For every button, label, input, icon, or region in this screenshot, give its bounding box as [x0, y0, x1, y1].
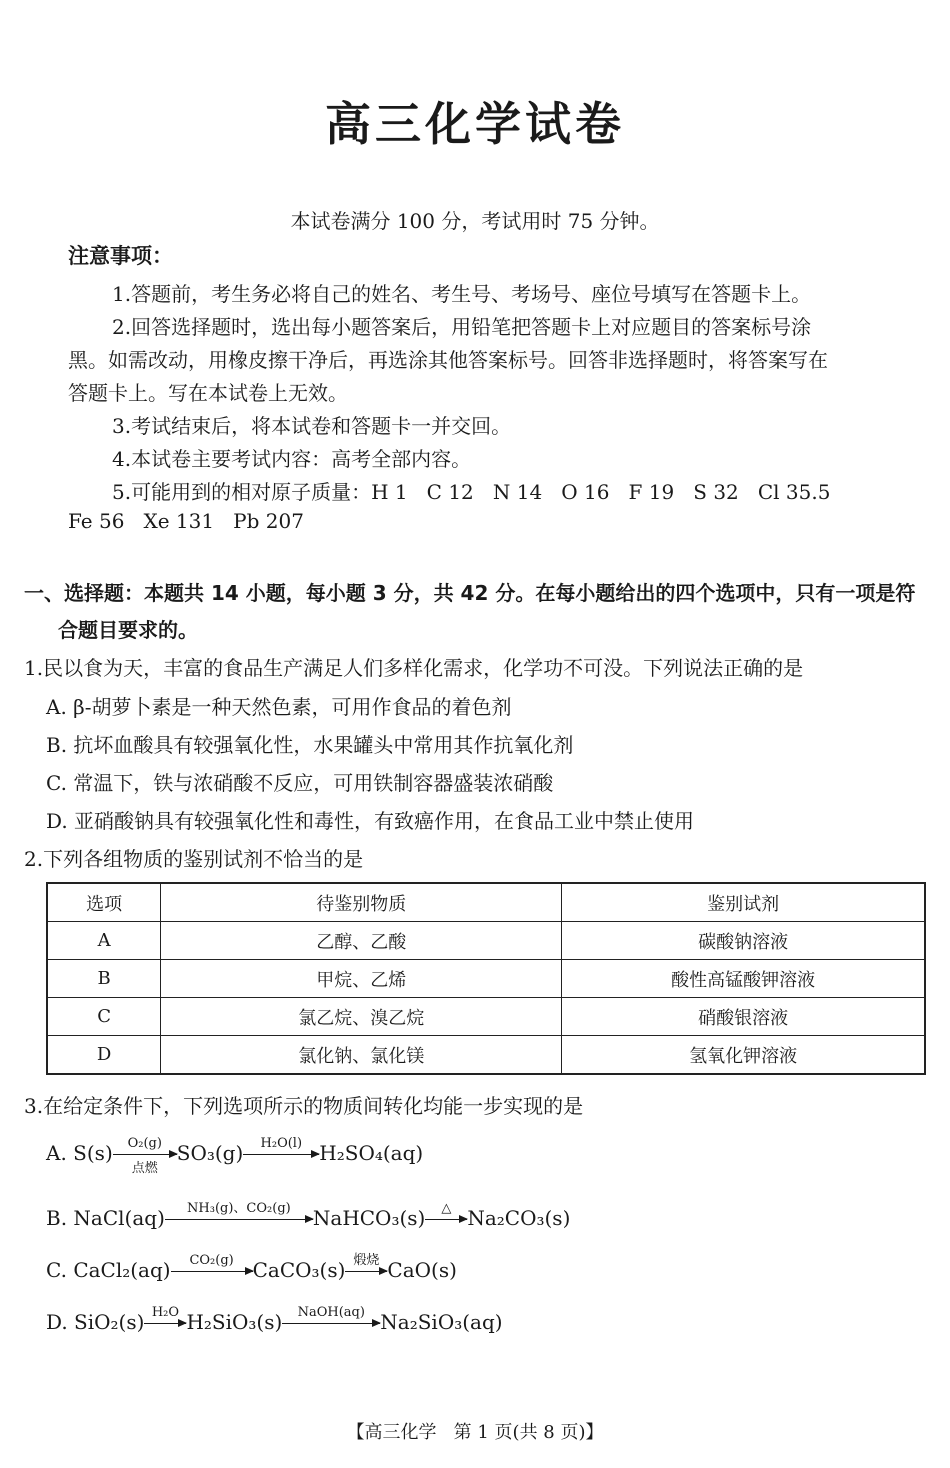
table-header-cell: 待鉴别物质: [161, 883, 562, 922]
table-row: [47, 922, 925, 960]
arrow-condition-top: △: [441, 1201, 452, 1216]
arrow-condition-top: 煅烧: [353, 1253, 380, 1268]
question-3-option-a: [46, 1136, 424, 1176]
table-cell: 氢氧化钾溶液: [562, 1036, 925, 1075]
notice-line: 黑。如需改动，用橡皮擦干净后，再选涂其他答案标号。回答非选择题时，将答案写在: [68, 348, 828, 372]
table-cell: 酸性高锰酸钾溶液: [562, 960, 925, 998]
table-cell: 碳酸钠溶液: [562, 922, 925, 960]
reaction-arrow: [425, 1201, 467, 1230]
table-header-row: [47, 883, 925, 922]
arrow-condition-bottom: 点燃: [131, 1161, 158, 1176]
species: NaHCO₃(s): [312, 1206, 426, 1230]
notice-heading: 注意事项：: [68, 244, 173, 268]
species: Na₂SiO₃(aq): [380, 1310, 503, 1334]
reaction-arrow: [144, 1305, 186, 1334]
page-footer: 【高三化学 第 1 页(共 8 页)】: [346, 1422, 604, 1443]
arrow-condition-top: H₂O: [151, 1305, 180, 1320]
section-heading: 一、选择题：本题共 14 小题，每小题 3 分，共 42 分。在每小题给出的四个选项中，只有一项是符: [24, 581, 916, 605]
question-3-stem: 3.在给定条件下，下列选项所示的物质间转化均能一步实现的是: [24, 1094, 584, 1118]
notice-line: 答题卡上。写在本试卷上无效。: [68, 381, 348, 405]
question-1-option-c: C. 常温下，铁与浓硝酸不反应，可用铁制容器盛装浓硝酸: [46, 771, 554, 795]
species: NaCl(aq): [73, 1206, 165, 1230]
option-label: D.: [46, 1310, 68, 1334]
notice-line: 4.本试卷主要考试内容：高考全部内容。: [112, 447, 472, 471]
reaction-arrow: [282, 1305, 380, 1334]
table-cell: B: [47, 960, 161, 998]
species: Na₂CO₃(s): [467, 1206, 571, 1230]
species: H₂SiO₃(s): [186, 1310, 283, 1334]
table-row: [47, 960, 925, 998]
option-label: A.: [46, 1141, 67, 1165]
notice-line: 1.答题前，考生务必将自己的姓名、考生号、考场号、座位号填写在答题卡上。: [112, 282, 812, 306]
table-cell: 硝酸银溶液: [562, 998, 925, 1036]
question-1-option-a: A. β-胡萝卜素是一种天然色素，可用作食品的着色剂: [46, 695, 512, 719]
species: CaCl₂(aq): [73, 1258, 171, 1282]
arrow-condition-top: H₂O(l): [260, 1136, 303, 1151]
species: CaO(s): [387, 1258, 457, 1282]
option-label: C.: [46, 1258, 67, 1282]
question-3-option-b: [46, 1201, 571, 1230]
species: SO₃(g): [176, 1141, 244, 1165]
question-1-option-d: D. 亚硝酸钠具有较强氧化性和毒性，有致癌作用，在食品工业中禁止使用: [46, 809, 695, 833]
question-1-option-b: B. 抗坏血酸具有较强氧化性，水果罐头中常用其作抗氧化剂: [46, 733, 574, 757]
reaction-arrow: [113, 1136, 177, 1176]
reagent-table: [46, 882, 926, 1075]
reaction-arrow: [165, 1201, 313, 1230]
species: S(s): [73, 1141, 113, 1165]
table-cell: A: [47, 922, 161, 960]
arrow-condition-top: NH₃(g)、CO₂(g): [187, 1201, 291, 1216]
question-1-stem: 1.民以食为天，丰富的食品生产满足人们多样化需求，化学功不可没。下列说法正确的是: [24, 656, 804, 680]
table-cell: D: [47, 1036, 161, 1075]
reaction-arrow: [171, 1253, 253, 1282]
table-cell: C: [47, 998, 161, 1036]
section-heading-cont: 合题目要求的。: [58, 618, 198, 642]
arrow-condition-top: CO₂(g): [189, 1253, 234, 1268]
species: H₂SO₄(aq): [319, 1141, 424, 1165]
notice-line: Fe 56 Xe 131 Pb 207: [68, 509, 304, 533]
species: CaCO₃(s): [252, 1258, 346, 1282]
table-header-cell: 鉴别试剂: [562, 883, 925, 922]
question-3-option-d: [46, 1305, 503, 1334]
table-cell: 氯化钠、氯化镁: [161, 1036, 562, 1075]
notice-line: 2.回答选择题时，选出每小题答案后，用铅笔把答题卡上对应题目的答案标号涂: [112, 315, 812, 339]
table-header-cell: 选项: [47, 883, 161, 922]
table-cell: 甲烷、乙烯: [161, 960, 562, 998]
table-cell: 氯乙烷、溴乙烷: [161, 998, 562, 1036]
notice-line: 5.可能用到的相对原子质量：H 1 C 12 N 14 O 16 F 19 S 32 Cl 35.5: [112, 480, 831, 504]
question-3-option-c: [46, 1253, 457, 1282]
table-row: [47, 998, 925, 1036]
reaction-arrow: [243, 1136, 319, 1165]
option-label: B.: [46, 1206, 68, 1230]
arrow-condition-top: NaOH(aq): [297, 1305, 365, 1320]
page-title: 高三化学试卷: [325, 97, 625, 151]
exam-info: 本试卷满分 100 分，考试用时 75 分钟。: [290, 209, 660, 233]
reaction-arrow: [345, 1253, 387, 1282]
arrow-condition-top: O₂(g): [127, 1136, 162, 1151]
table-cell: 乙醇、乙酸: [161, 922, 562, 960]
notice-line: 3.考试结束后，将本试卷和答题卡一并交回。: [112, 414, 512, 438]
table-row: [47, 1036, 925, 1075]
species: SiO₂(s): [74, 1310, 145, 1334]
question-2-stem: 2.下列各组物质的鉴别试剂不恰当的是: [24, 847, 364, 871]
